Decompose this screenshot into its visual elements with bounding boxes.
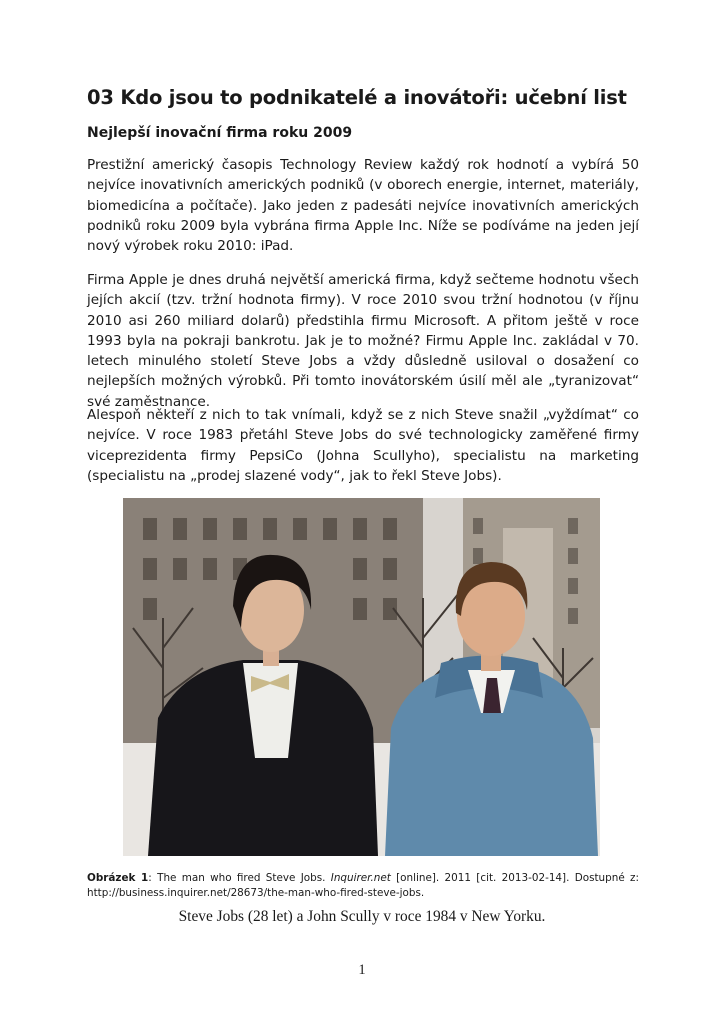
- figure-label: Obrázek 1: [87, 872, 149, 884]
- section-heading: Nejlepší inovační firma roku 2009: [87, 125, 353, 141]
- figure-caption-url: [online]. 2011 [cit. 2013-02-14]. Dostupné z: http://business.inquirer.net/28673/the-man-who-fired-steve-jobs.: [87, 872, 639, 899]
- paragraph-3: Alespoň někteří z nich to tak vnímali, když se z nich Steve snažil „vyždímat“ co nejvíce. V roce 1983 přetáhl Steve Jobs do své technologicky zaměřené firmy viceprezidenta firmy PepsiCo (Johna Scullyho), specialistu na marketing (specialistu na „prodej slazené vody“, jak to řekl Steve Jobs).: [87, 407, 639, 484]
- paragraph-1: Prestižní americký časopis Technology Review každý rok hodnotí a vybírá 50 nejvíce inovativních amerických podniků (v oborech energie, internet, materiály, biomedicína a počítače). Jako jeden z padesáti nejvíce inovativních amerických podniků roku 2009 byla vybrána firma Apple Inc. Níže se podíváme na jeden její nový výrobek roku 2010: iPad.: [87, 157, 639, 255]
- page-number: 1: [358, 962, 366, 978]
- figure-caption: [87, 871, 639, 901]
- paragraph-2: Firma Apple je dnes druhá největší americká firma, když sečteme hodnotu všech jejích akcií (tzv. tržní hodnota firmy). V roce 2010 svou tržní hodnotou (v říjnu 2010 asi 260 miliard dolarů) předstihla firmu Microsoft. A přitom ještě v roce 1993 byla na pokraji bankrotu. Jak je to možné? Firmu Apple Inc. zakládal v 70. letech minulého století Steve Jobs a vždy důsledně usiloval o dosažení co nejlepších možných výrobků. Při tomto inovátorském úsilí měl ale „tyranizovat“ své zaměstnance.: [87, 272, 639, 410]
- page-title: 03 Kdo jsou to podnikatelé a inovátoři: učební list: [87, 86, 627, 109]
- figure-caption-text: : The man who fired Steve Jobs.: [148, 872, 331, 884]
- figure-source: Inquirer.net: [330, 872, 391, 884]
- photo-jobs-and-sculley: [123, 498, 600, 856]
- photo-illustration: [123, 498, 600, 856]
- figure-subcaption: Steve Jobs (28 let) a John Scully v roce 1984 v New Yorku.: [178, 908, 546, 925]
